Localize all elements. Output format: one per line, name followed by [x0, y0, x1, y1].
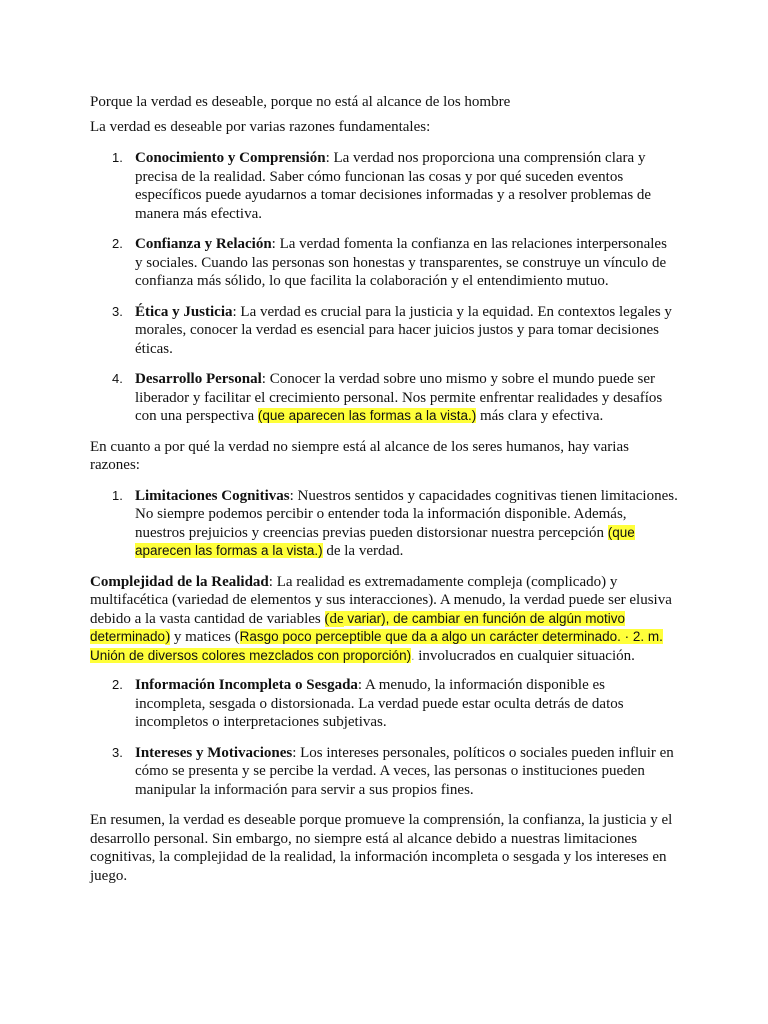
list-item-text: : La verdad fomenta la confianza en las relaciones interpersonales y sociales. Cuando las personas son honestas y transparentes, se construye un vínculo de confianza más sólido, lo que facilita la colaboración y el entendimiento mutuo.	[135, 236, 667, 289]
list-item-term: Ética y Justicia	[135, 303, 233, 320]
list-number: 1.	[112, 150, 123, 165]
list-item-text: de la verdad.	[322, 543, 404, 559]
list-item	[90, 149, 678, 223]
annotation-dot: .	[411, 648, 415, 663]
list-item-text: : Conocer la verdad sobre uno mismo y sobre el mundo puede ser liberador y facilitar el crecimiento personal. Nos permite enfrentar realidades y desafíos con una perspectiva	[135, 371, 663, 424]
list-item-text: más clara y efectiva.	[476, 408, 604, 424]
list-number: 4.	[112, 371, 123, 386]
complexity-text: y matices (	[170, 629, 240, 645]
list-item	[90, 303, 678, 359]
list-item-term: Limitaciones Cognitivas	[135, 487, 290, 504]
list-number: 1.	[112, 487, 123, 503]
transition-paragraph: En cuanto a por qué la verdad no siempre está al alcance de los seres humanos, hay varias razones:	[90, 438, 629, 473]
list-item-text: : Nuestros sentidos y capacidades cognitivas tienen limitaciones. No siempre podemos percibir o entender toda la información disponible. Además, nuestros prejuicios y creencias previas pueden distorsionar nuestra percepción	[135, 487, 678, 541]
complexity-text: : La realidad es extremadamente compleja (complicado) y multifacética (variedad de elementos y sus interacciones). A menudo, la verdad puede ser elusiva debido a la vasta cantidad de variables	[90, 573, 672, 627]
highlighted-annotation: (que aparecen las formas a la vista.)	[257, 408, 477, 423]
highlighted-annotation: variar), de cambiar en función de algún motivo determinado	[90, 610, 626, 644]
document-title: Porque la verdad es deseable, porque no está al alcance de los hombre	[90, 94, 511, 110]
list-item	[90, 676, 678, 732]
list-number: 3.	[112, 303, 123, 319]
complexity-paragraph	[90, 573, 678, 666]
list-number: 2.	[112, 236, 123, 251]
highlighted-annotation: Rasgo poco perceptible que da a algo un carácter determinado. · 2. m. Unión de diversos colores mezclados con proporción)	[90, 629, 663, 663]
list-item-term: Confianza y Relación	[135, 236, 272, 252]
list-item	[90, 235, 678, 291]
highlighted-paren: )	[165, 629, 171, 645]
conclusion-paragraph: En resumen, la verdad es deseable porque promueve la comprensión, la confianza, la justicia y el desarrollo personal. Sin embargo, no siempre está al alcance debido a nuestras limitaciones cognitivas, la complejidad de la realidad, la información incompleta o sesgada y los intereses en juego.	[90, 812, 673, 884]
list-item-text: : La verdad nos proporciona una comprensión clara y precisa de la realidad. Saber cómo funcionan las cosas y por qué suceden eventos específicos puede ayudarnos a tomar decisiones informadas y a resolver problemas de manera más efectiva.	[135, 150, 652, 222]
highlighted-paren: (de	[324, 610, 344, 627]
list-item-term: Desarrollo Personal	[135, 371, 262, 387]
reasons-unreachable-list-continued	[90, 676, 678, 799]
reasons-desirable-list	[90, 149, 678, 426]
list-item-term: Información Incompleta o Sesgada	[135, 677, 358, 693]
list-item	[90, 744, 678, 800]
list-item-term: Conocimiento y Comprensión	[135, 150, 326, 166]
highlighted-annotation: (que aparecen las formas a la vista.)	[135, 524, 635, 558]
complexity-text: involucrados en cualquier situación.	[414, 647, 635, 664]
list-item-text: : A menudo, la información disponible es incompleta, sesgada o distorsionada. La verdad puede estar oculta detrás de datos incompletos o interpretaciones subjetivas.	[135, 677, 624, 730]
intro-paragraph: La verdad es deseable por varias razones fundamentales:	[90, 118, 431, 135]
list-number: 3.	[112, 744, 123, 760]
reasons-unreachable-list	[90, 487, 678, 561]
list-item	[90, 370, 678, 426]
list-item-term: Intereses y Motivaciones	[135, 744, 293, 761]
list-number: 2.	[112, 677, 123, 692]
list-item-text: : Los intereses personales, políticos o sociales pueden influir en cómo se presenta y se percibe la verdad. A veces, las personas o instituciones pueden manipular la información para servir a sus propios fines.	[135, 744, 674, 798]
list-item-text: : La verdad es crucial para la justicia y la equidad. En contextos legales y morales, conocer la verdad es esencial para hacer juicios justos y para tomar decisiones éticas.	[135, 303, 672, 357]
list-item	[90, 487, 678, 561]
complexity-term: Complejidad de la Realidad	[90, 573, 269, 590]
